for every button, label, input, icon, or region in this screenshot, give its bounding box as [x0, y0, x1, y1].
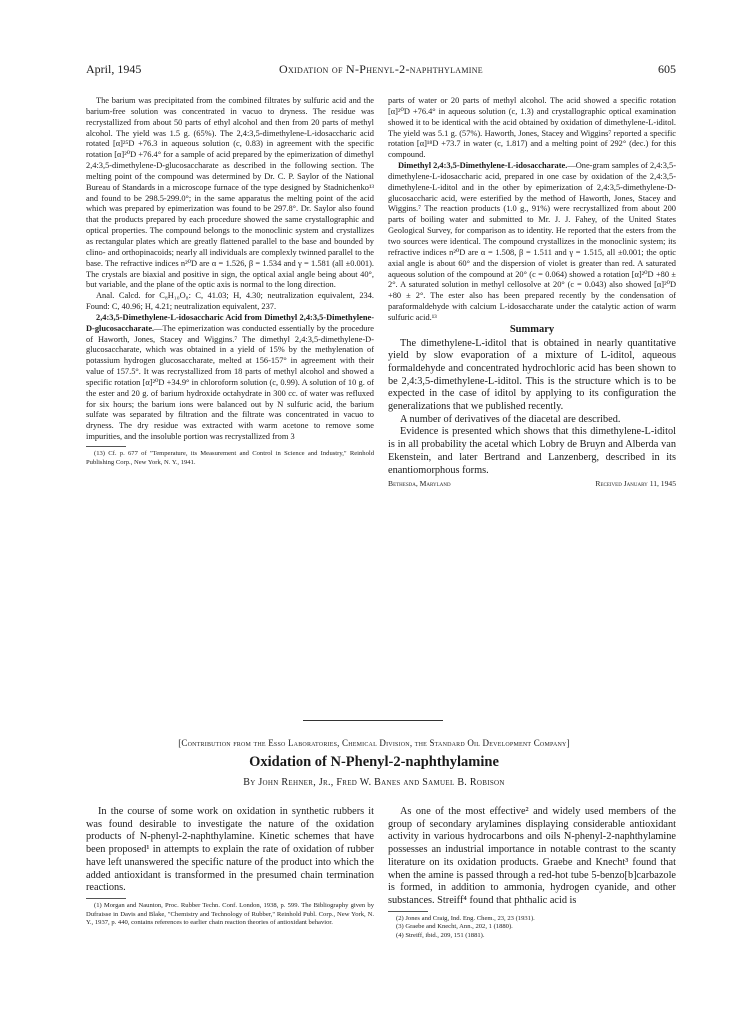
signature-line [388, 479, 676, 490]
footnote-rule [86, 898, 126, 899]
footnote: (3) Graebe and Knecht, Ann., 202, 1 (1880). [396, 923, 513, 931]
running-header [86, 62, 676, 78]
article-title: Oxidation of N-Phenyl-2-naphthylamine [249, 754, 499, 770]
article-left-column [86, 806, 374, 928]
paragraph: Anal. Calcd. for C₈H₁₀O₈: C, 41.03; H, 4.30; neutralization equivalent, 234. Found: C, 40.96; H, 4.21; neutralization equivalent, 237. [86, 291, 374, 312]
summary-paragraph: The dimethylene-L-iditol that is obtained in nearly quantitative yield by slow evaporation of a mixture of L-iditol, aqueous formaldehyde and concentrated hydrochloric acid has been shown to be 2,4:3,5-dimethylene-L-iditol. This is the structure which is to be expected in the case of iditol by applying to its configuration the generalizations that we published recently. [388, 337, 676, 413]
section-divider [303, 720, 443, 721]
left-column [86, 96, 374, 467]
page-number: 605 [658, 62, 676, 76]
footnote: (4) Streiff, ibid., 209, 151 (1881). [396, 932, 485, 940]
paragraph: —One-gram samples of 2,4:3,5-dimethylene-L-idosaccharic acid, prepared in one case by oxidation of the 2,4:3,5-dimethylene-L-iditol and in the other by epimerization of 2,4:3,5-dimethylene-D-glucosaccharic acid, were esterified by the method of Haworth, Jones, Stacey and Wiggins.⁷ The reaction products (1.0 g., 91%) were recrystallized from about 200 parts of boiling water and submitted to Mr. J. J. Fahey, of the United States Geological Survey, for comparison as to identity. He reported that the esters from the two sources were identical. The compound crystallizes in the monoclinic system; its refractive indices n²⁰D are α = 1.508, β = 1.511 and γ = 1.515, all ±0.001; the optic axial angle is about 60° and the dispersion of violet is greater than red. A saturated aqueous solution of the compound at 20° (c = 0.064) showed a rotation [α]²⁰D +80 ± 2°. A saturated solution in methyl cellosolve at 20° (c = 0.043) also showed [α]²⁰D +80 ± 2°. The ester also has been prepared recently by the condensation of paraformaldehyde with calcium L-idosaccharate under the catalytic action of warm sulfuric acid.¹³ [388, 161, 676, 322]
paragraph: In the course of some work on oxidation in synthetic rubbers it was found desirable to investigate the nature of the oxidation products of N-phenyl-2-naphthylamine. Kinetic schemes that have been proposed¹ in attempts to explain the rate of oxidation of rubber have left unanswered the specific nature of the product into which the added antioxidant is transformed in the presumed chain termination reactions. [86, 806, 374, 894]
summary-paragraph: Evidence is presented which shows that this dimethylene-L-iditol is in all probability the acetal which Lobry de Bruyn and Alberda van Ekenstein, and later Bertrand and Lanzenberg, described in its enantiomorphous forms. [388, 426, 676, 476]
paragraph: As one of the most effective² and widely used members of the group of secondary arylamines displaying considerable antioxidant activity in various hydrocarbons and oils N-phenyl-2-naphthylamine possesses an industrial importance in notable contrast to the scanty literature on its oxidation products. Graebe and Knecht³ found that when the amine is passed through a red-hot tube 5-benzo[b]carbazole is formed, in addition to ammonia, hydrogen cyanide, and other substances. Streiff⁴ found that phthalic acid is [388, 806, 676, 906]
paragraph: —The epimerization was conducted essentially by the procedure of Haworth, Jones, Stacey and Wiggins.⁷ The dimethyl 2,4:3,5-dimethylene-D-glucosaccharate, which was obtained in a yield of 15% by the methylenation of potassium hydrogen glucosaccharate, melted at 156-157° in agreement with their value of 157.5°. It was recrystallized from 18 parts of methyl alcohol and showed a specific rotation [α]²⁰D +34.9° in chloroform solution (c, 0.99). A solution of 10 g. of the ester and 20 g. of barium hydroxide octahydrate in 300 cc. of water was refluxed for six hours; the barium ions were balanced out by N sulfuric acid, the barium sulfate was separated by filtration and the filtrate was concentrated in vacuo to dryness. The dry residue was extracted with warm acetone to remove some impurities, and the insoluble portion was recrystallized from 3 [86, 323, 374, 442]
footnote-rule [86, 446, 126, 447]
section-heading: 2,4:3,5-Dimethylene-L-idosaccharic Acid from Dimethyl 2,4:3,5-Dimethylene-D-glucosaccharate. [86, 312, 374, 333]
right-column [388, 96, 676, 490]
summary-heading: Summary [509, 323, 555, 335]
footnote: (1) Morgan and Naunton, Proc. Rubber Techn. Conf. London, 1938, p. 599. The Bibliography given by Dufraisse in Davis and Blake, "Chemistry and Technology of Rubber," Reinhold Publ. Corp., New York, N. Y., 1937, p. 440, contains references to earlier chain reaction theories of antioxidant behavior. [86, 901, 374, 927]
location: Bethesda, Maryland [388, 479, 451, 489]
header-title: Oxidation of N-Phenyl-2-naphthylamine [279, 62, 483, 76]
paragraph: parts of water or 20 parts of methyl alcohol. The acid showed a specific rotation [α]²⁰D +76.4° in aqueous solution (c, 1.3) and crystallographic optical examination showed it to be identical with the acid obtained by oxidation of dimethylene-L-iditol. The yield was 5.1 g. (57%). Haworth, Jones, Stacey and Wiggins⁷ reported a specific rotation [α]¹⁸D +73.7 in water (c, 1.817) and a melting point of 292° (dec.) for this compound. [388, 96, 676, 160]
footnote: (2) Jones and Craig, Ind. Eng. Chem., 23, 23 (1931). [396, 914, 535, 922]
header-date: April, 1945 [86, 62, 142, 76]
paragraph: The barium was precipitated from the combined filtrates by sulfuric acid and the barium-free solution was concentrated in vacuo to dryness. The residue was recrystallized from about 50 parts of ethyl alcohol and then from 20 parts of methyl alcohol. The yield was 1.5 g. (65%). The 2,4:3,5-dimethylene-L-idosaccharic acid rotated [α]²⁵D +76.3 in aqueous solution (c, 0.83) in agreement with the specific rotation [α]²⁰D +76.4° for a sample of acid prepared by the epimerization of dimethyl 2,4:3,5-dimethylene-D-glucosaccharate as described in the following section. The melting point of the compound was determined by Dr. C. P. Saylor of the National Bureau of Standards in a microscope furnace of the type designed by Stadnichenko¹³ and found to be 298.5-299.0°; in the same apparatus the melting point of the acid which was prepared by epimerization was found to be 297.8°. Dr. Saylor also found that the products prepared by each procedure showed the same crystallographic and optical properties. The compound belongs to the monoclinic system and crystallizes as rectangular plates which are greatly flattened parallel to the base and bounded by clino- and orthopinacoids; nearly all individuals are complexly twinned parallel to the base. The refractive indices n²⁰D are α = 1.526, β = 1.534 and γ = 1.581 (all ±0.001). The crystals are biaxial and positive in sign, the optical axial angle being about 40°, but variable, and the plane of the optic axis is normal to the long direction. [86, 96, 374, 290]
footnote: (13) Cf. p. 677 of "Temperature, its Measurement and Control in Science and Industry," Reinhold Publishing Corp., New York, N. Y., 1941. [86, 450, 374, 466]
received-date: Received January 11, 1945 [595, 479, 676, 489]
footnotes [388, 915, 676, 941]
article-authors: By John Rehner, Jr., Fred W. Banes and Samuel B. Robison [243, 777, 505, 788]
section-heading: Dimethyl 2,4:3,5-Dimethylene-L-idosaccharate. [398, 161, 568, 171]
article-right-column [388, 806, 676, 941]
footnote-rule [388, 911, 428, 912]
contribution-line: [Contribution from the Esso Laboratories, Chemical Division, the Standard Oil Development Company] [178, 738, 570, 748]
summary-paragraph: A number of derivatives of the diacetal are described. [400, 413, 621, 425]
